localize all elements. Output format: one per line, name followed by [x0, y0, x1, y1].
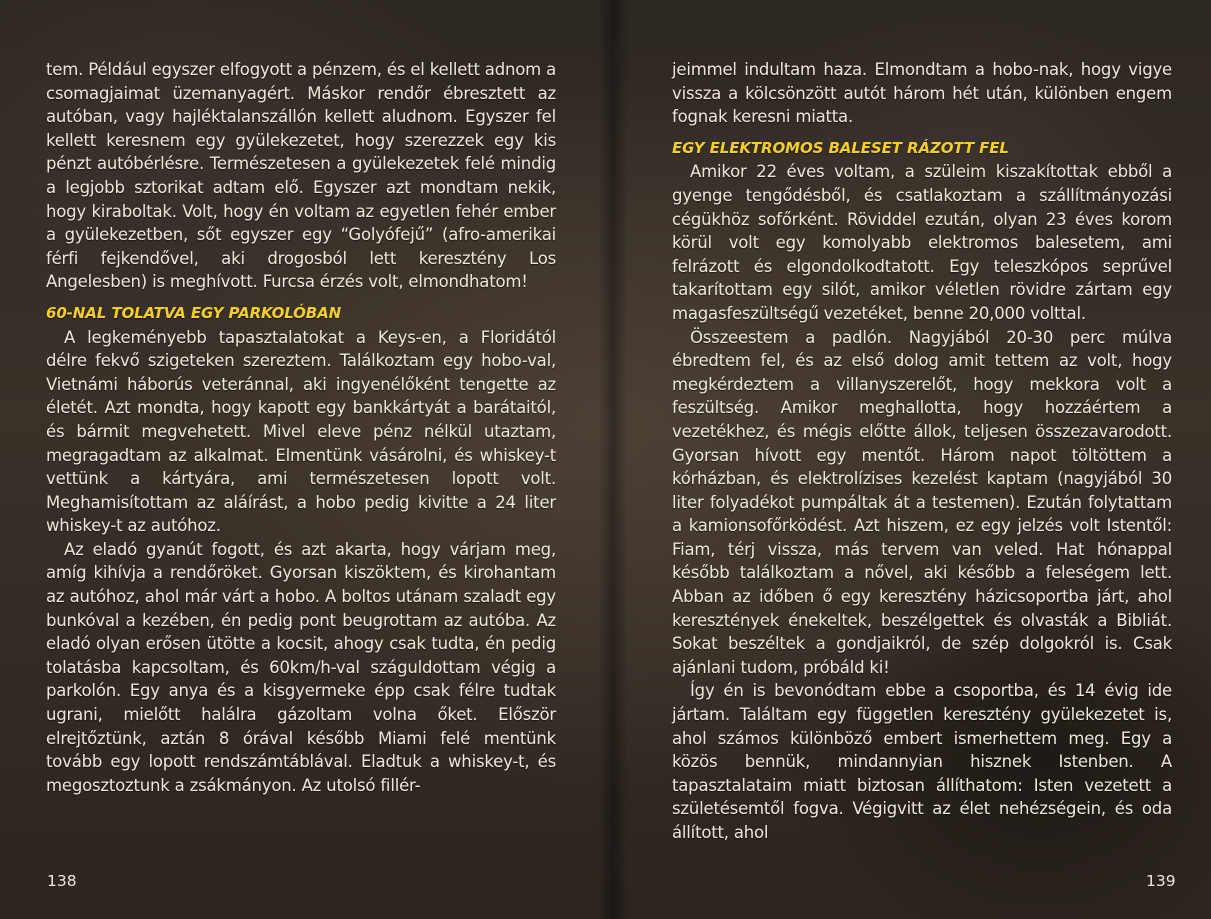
right-paragraph-1: Amikor 22 éves voltam, a szüleim kiszakítottak ebből a gyenge tengődésből, és csatlakoztam a szállítmányozási cégükhöz sofőrként. Röviddel ezután, olyan 23 éves korom körül volt egy komolyabb elektromos balesetem, ami felrázott és elgondolkodtatott. Egy teleszkópos seprűvel takarítottam egy silót, amikor véletlen rövidre zártam egy magasfeszültségű vezetéket, benne 20,000 volttal.	[672, 162, 1172, 323]
left-page-column	[46, 58, 556, 797]
left-paragraph-2: A legkeményebb tapasztalatokat a Keys-en, a Floridától délre fekvő szigeteken szereztem. Találkoztam egy hobo-val, Vietnámi háborús veteránnal, aki ingyenélőként tengette az életét. Azt mondta, hogy kapott egy bankkártyát a barátaitól, és bármit megvehetett. Mivel eleve pénz nélkül utaztam, megragadtam az alkalmat. Elmentünk vásárolni, és whiskey-t vettünk a kártyára, ami természetesen lopott volt. Meghamisítottam az aláírást, a hobo pedig kivitte a 24 liter whiskey-t az autóhoz.	[46, 327, 556, 536]
right-page-number: 139	[1146, 872, 1176, 890]
right-paragraph-3: Így én is bevonódtam ebbe a csoportba, és 14 évig ide jártam. Találtam egy független keresztény gyülekezetet is, ahol számos különböző embert ismerhettem meg. Egy a közös bennük, mindannyian hisznek Istenben. A tapasztalataim miatt biztosan állíthatom: Isten vezetett a születésemtől fogva. Végigvitt az élet nehézségein, és oda állított, ahol	[672, 681, 1172, 842]
left-paragraph-3: Az eladó gyanút fogott, és azt akarta, hogy várjam meg, amíg kihívja a rendőröket. Gyorsan kiszöktem, és kirohantam az autóhoz, ahol már várt a hobo. A boltos utánam szaladt egy bunkóval a kezében, én pedig pont beugrottam az autóba. Az eladó olyan erősen ütötte a kocsit, ahogy csak tudta, én pedig tolatásba kapcsoltam, és 60km/h-val száguldottam végig a parkolón. Egy anya és a kisgyermeke épp csak félre tudtak ugrani, mielőtt halálra gázoltam volna őket. Először elrejtőztünk, aztán 8 órával később Miami felé mentünk tovább egy lopott rendszámtáblával. Eladtuk a whiskey-t, és megosztoztunk a zsákmányon. Az utolsó fillér-	[46, 539, 556, 795]
book-spine-shadow	[598, 0, 628, 919]
right-paragraph-2: Összeestem a padlón. Nagyjából 20-30 perc múlva ébredtem fel, és az első dolog amit tettem az volt, hogy megkérdeztem a villanyszerelőt, hogy mekkora volt a feszültség. Amikor meghallotta, hogy hozzáértem a vezetékhez, és mégis előtte állok, teljesen összezavarodott. Gyorsan hívott egy mentőt. Három napot töltöttem a kórházban, és elektrolízises kezelést kaptam (nagyjából 30 liter folyadékot pumpáltak át a testemen). Ezután folytattam a kamionsofőrködést. Azt hiszem, ez egy jelzés volt Istentől: Fiam, térj vissza, más tervem van veled. Hat hónappal később találkoztam a nővel, aki később a feleségem lett. Abban az időben ő egy keresztény házicsoportba járt, ahol keresztények énekeltek, beszélgettek és olvasták a Bibliát. Sokat beszéltek a gondjaikról, de szép dolgokról is. Csak ajánlani tudom, próbáld ki!	[672, 327, 1172, 677]
left-section-heading: 60-NAL TOLATVA EGY PARKOLÓBAN	[46, 303, 342, 322]
left-paragraph-1: tem. Például egyszer elfogyott a pénzem, és el kellett adnom a csomagjaimat üzemanyagért. Máskor rendőr ébresztett az autóban, vagy hajléktalanszállón kellett aludnom. Egyszer fel kellett keresnem egy gyülekezetet, hogy szerezzek egy kis pénzt autóbérlésre. Természetesen a gyülekezetek felé mindig a legjobb sztorikat adtam elő. Egyszer azt mondtam nekik, hogy kiraboltak. Volt, hogy én voltam az egyetlen fehér ember a gyülekezetben, sőt egyszer egy “Golyófejű” (afro-amerikai férfi fejkendővel, aki drogosból lett keresztény Los Angelesben) is meghívott. Furcsa érzés volt, elmondhatom!	[46, 60, 556, 292]
left-page-number: 138	[47, 872, 77, 890]
right-section-heading: EGY ELEKTROMOS BALESET RÁZOTT FEL	[672, 138, 1009, 157]
right-intro-paragraph: jeimmel indultam haza. Elmondtam a hobo-nak, hogy vigye vissza a kölcsönzött autót három hét után, különben engem fognak keresni miatta.	[672, 60, 1172, 127]
right-page-column	[672, 58, 1172, 845]
